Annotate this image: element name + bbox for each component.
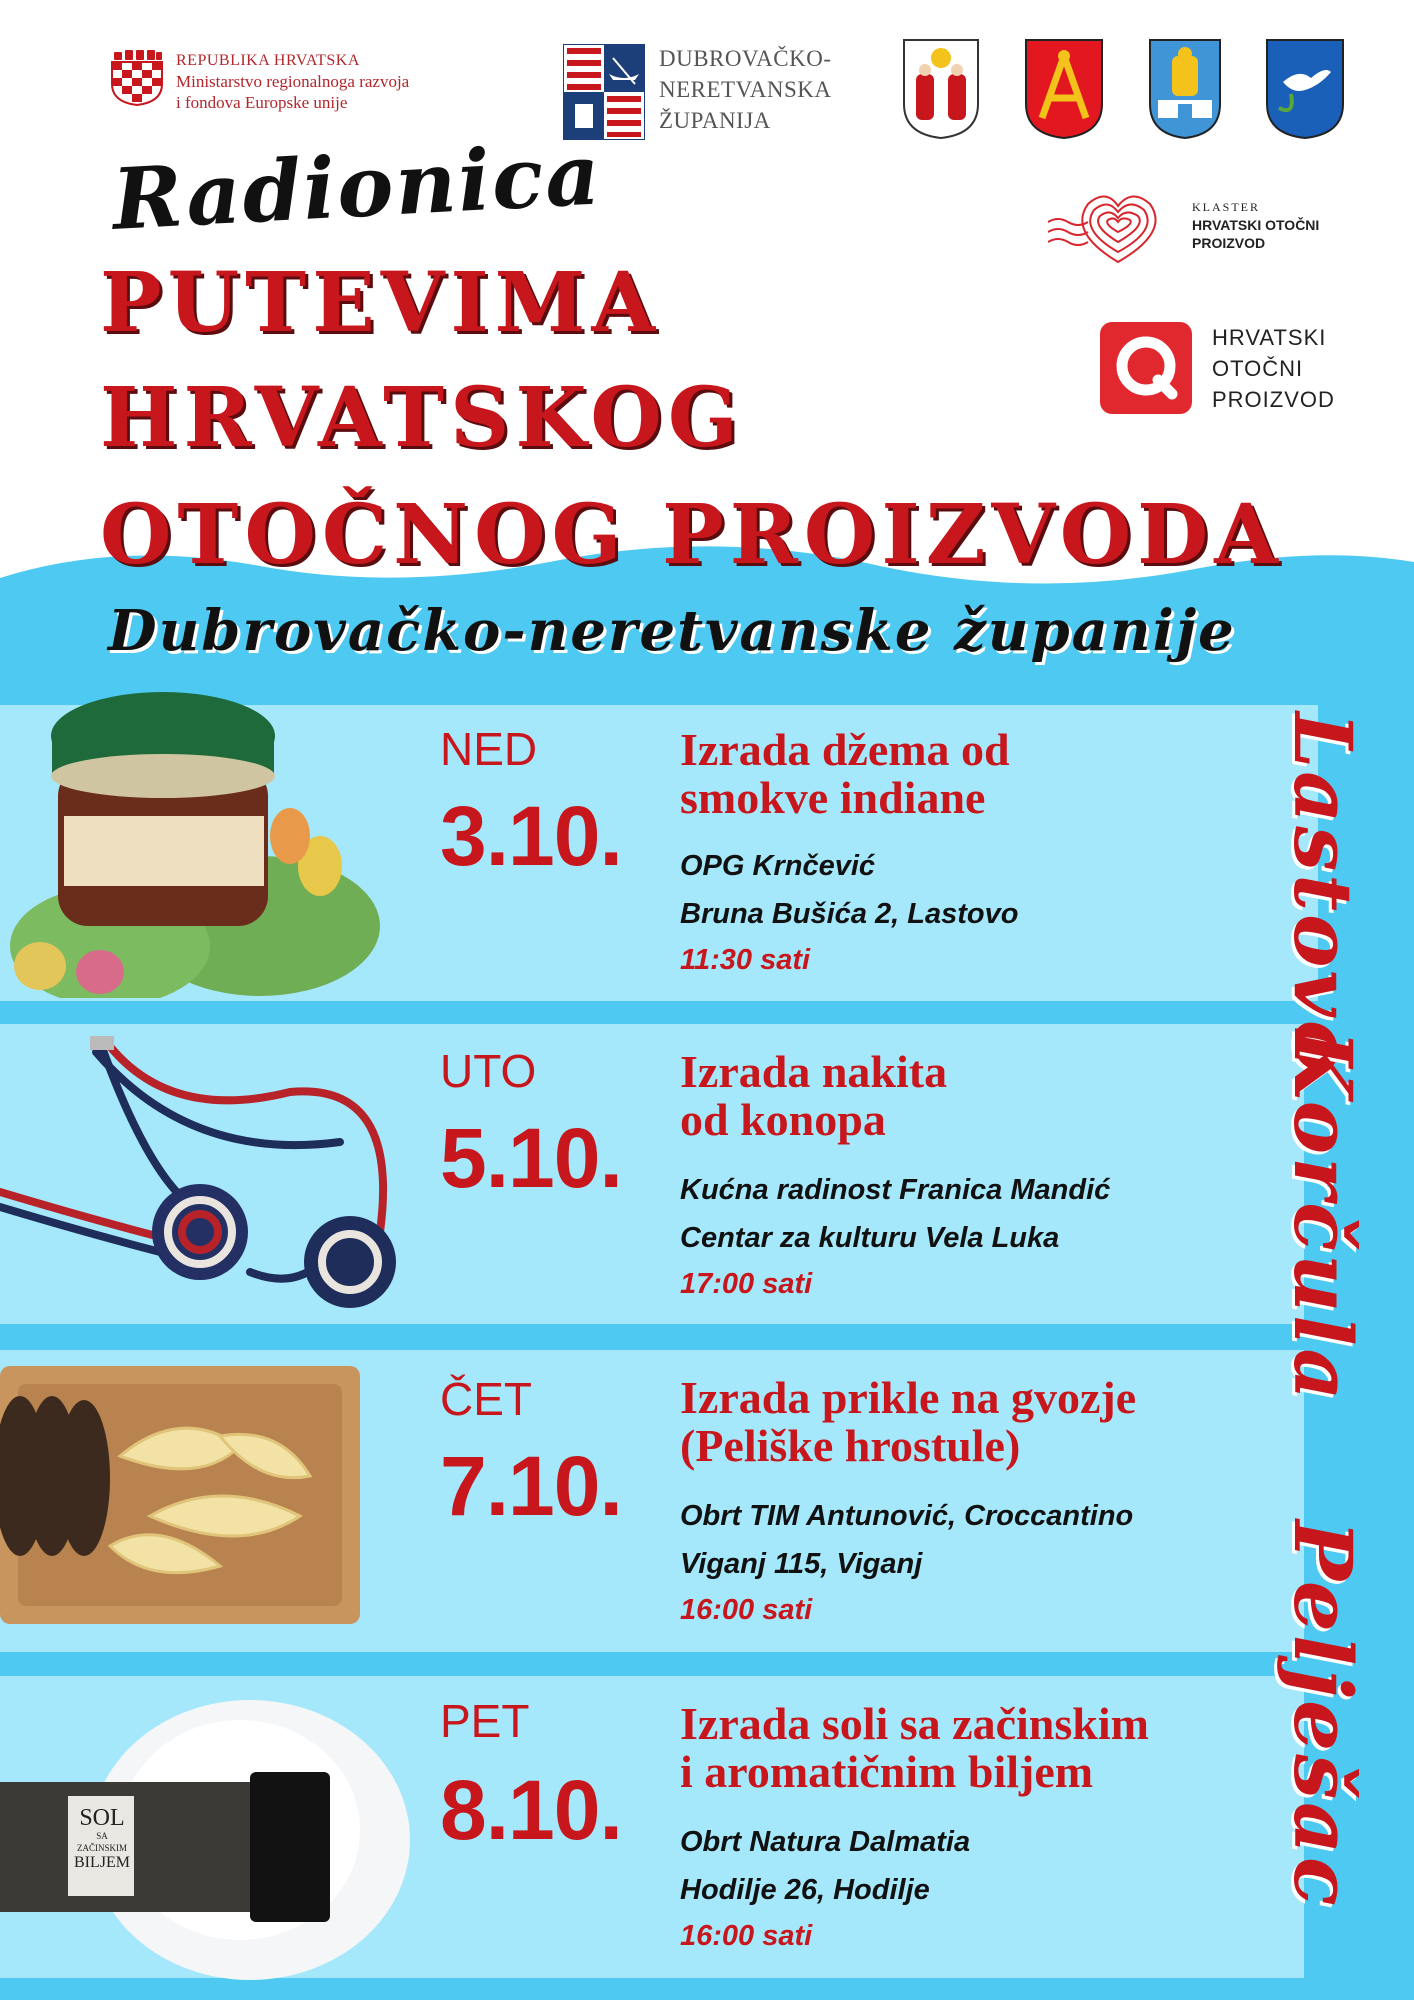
klaster-fingerprint-icon <box>1048 182 1188 272</box>
croatia-coat-of-arms-icon <box>110 50 164 106</box>
salt-jar-image <box>0 1660 420 1990</box>
workshop-2-day: UTO <box>440 1045 537 1097</box>
workshop-2-title-line1: Izrada nakita <box>680 1046 948 1097</box>
workshop-1-title <box>680 726 1010 822</box>
title-line2: HRVATSKOG <box>100 370 744 466</box>
county-line1: DUBROVAČKO- <box>659 46 832 71</box>
workshop-4-title-line2: i aromatičnim biljem <box>680 1746 1094 1797</box>
workshop-3-title-line1: Izrada prikle na gvozje <box>680 1372 1137 1423</box>
jar-label: SOL <box>79 1805 125 1831</box>
klaster-line2: HRVATSKI OTOČNI <box>1192 217 1320 233</box>
workshop-2-title-line2: od konopa <box>680 1094 886 1145</box>
hop-logo-icon <box>1100 322 1192 414</box>
workshop-1-host: OPG Krnčević <box>680 850 876 882</box>
hop-line3: PROIZVOD <box>1212 387 1335 412</box>
jar-sublabel2: BILJEM <box>74 1854 130 1871</box>
klaster-line3: PROIZVOD <box>1192 235 1266 251</box>
workshop-3-address: Viganj 115, Viganj <box>680 1548 923 1580</box>
workshop-1-date: 3.10. <box>440 789 622 883</box>
workshop-4-host: Obrt Natura Dalmatia <box>680 1826 971 1858</box>
vela-luka-coat-of-arms-icon <box>1148 38 1222 140</box>
jam-jar-cactus-image <box>0 676 400 998</box>
workshop-2-date: 5.10. <box>440 1111 622 1205</box>
workshop-1-title-line2: smokve indiane <box>680 772 986 823</box>
island-label-peljesac: Pelješac <box>1276 1520 1370 1909</box>
workshop-1-title-line1: Izrada džema od <box>680 724 1010 775</box>
salt-jar-label <box>72 1806 132 1872</box>
workshop-4-time: 16:00 sati <box>680 1920 813 1952</box>
hop-text <box>1212 322 1335 415</box>
workshop-2-address: Centar za kulturu Vela Luka <box>680 1222 1060 1254</box>
island-label-korcula: Korčula <box>1276 1030 1370 1404</box>
jar-sublabel: SA ZAČINSKIM <box>76 1831 127 1853</box>
workshop-4-title-line1: Izrada soli sa začinskim <box>680 1698 1149 1749</box>
workshop-1-time: 11:30 sati <box>680 944 811 976</box>
lastovo-coat-of-arms-icon <box>902 38 980 140</box>
county-line2: NERETVANSKA <box>659 77 832 102</box>
workshop-3-date: 7.10. <box>440 1439 622 1533</box>
rope-necklace-image <box>0 1022 420 1322</box>
workshop-3-day: ČET <box>440 1373 532 1425</box>
title-line1: PUTEVIMA <box>100 255 662 351</box>
workshop-3-title <box>680 1374 1136 1470</box>
klaster-text <box>1192 198 1319 252</box>
gov-line1: REPUBLIKA HRVATSKA <box>176 52 360 69</box>
hop-line1: HRVATSKI <box>1212 325 1327 350</box>
gov-line3: i fondova Europske unije <box>176 93 348 112</box>
workshop-3-title-line2: (Peliške hrostule) <box>680 1420 1021 1471</box>
workshop-2-title <box>680 1048 947 1144</box>
workshop-4-date: 8.10. <box>440 1763 622 1857</box>
workshop-1-address: Bruna Bušića 2, Lastovo <box>680 898 1019 930</box>
workshop-2-host: Kućna radinost Franica Mandić <box>680 1174 1111 1206</box>
workshop-3-host: Obrt TIM Antunović, Croccantino <box>680 1500 1134 1532</box>
workshop-2-time: 17:00 sati <box>680 1268 813 1300</box>
island-label-lastovo: Lastovo <box>1276 712 1370 1077</box>
gov-line2: Ministarstvo regionalnoga razvoja <box>176 72 410 91</box>
workshop-1-day: NED <box>440 723 538 775</box>
workshop-4-day: PET <box>440 1695 530 1747</box>
county-subtitle: Dubrovačko-neretvanske županije <box>108 598 1236 664</box>
klaster-label: KLASTER <box>1192 200 1260 214</box>
title-line3: OTOČNOG PROIZVODA <box>100 487 1284 583</box>
ministry-text <box>176 50 409 113</box>
radionica-script-title: Radionica <box>110 124 604 249</box>
county-line3: ŽUPANIJA <box>659 108 771 133</box>
hop-line2: OTOČNI <box>1212 356 1304 381</box>
korcula-coat-of-arms-icon <box>1024 38 1104 140</box>
workshop-4-title <box>680 1700 1149 1796</box>
pastry-board-image <box>0 1366 366 1626</box>
workshop-3-time: 16:00 sati <box>680 1594 813 1626</box>
workshop-4-address: Hodilje 26, Hodilje <box>680 1874 930 1906</box>
orebic-coat-of-arms-icon <box>1265 38 1345 140</box>
county-text <box>659 43 832 136</box>
